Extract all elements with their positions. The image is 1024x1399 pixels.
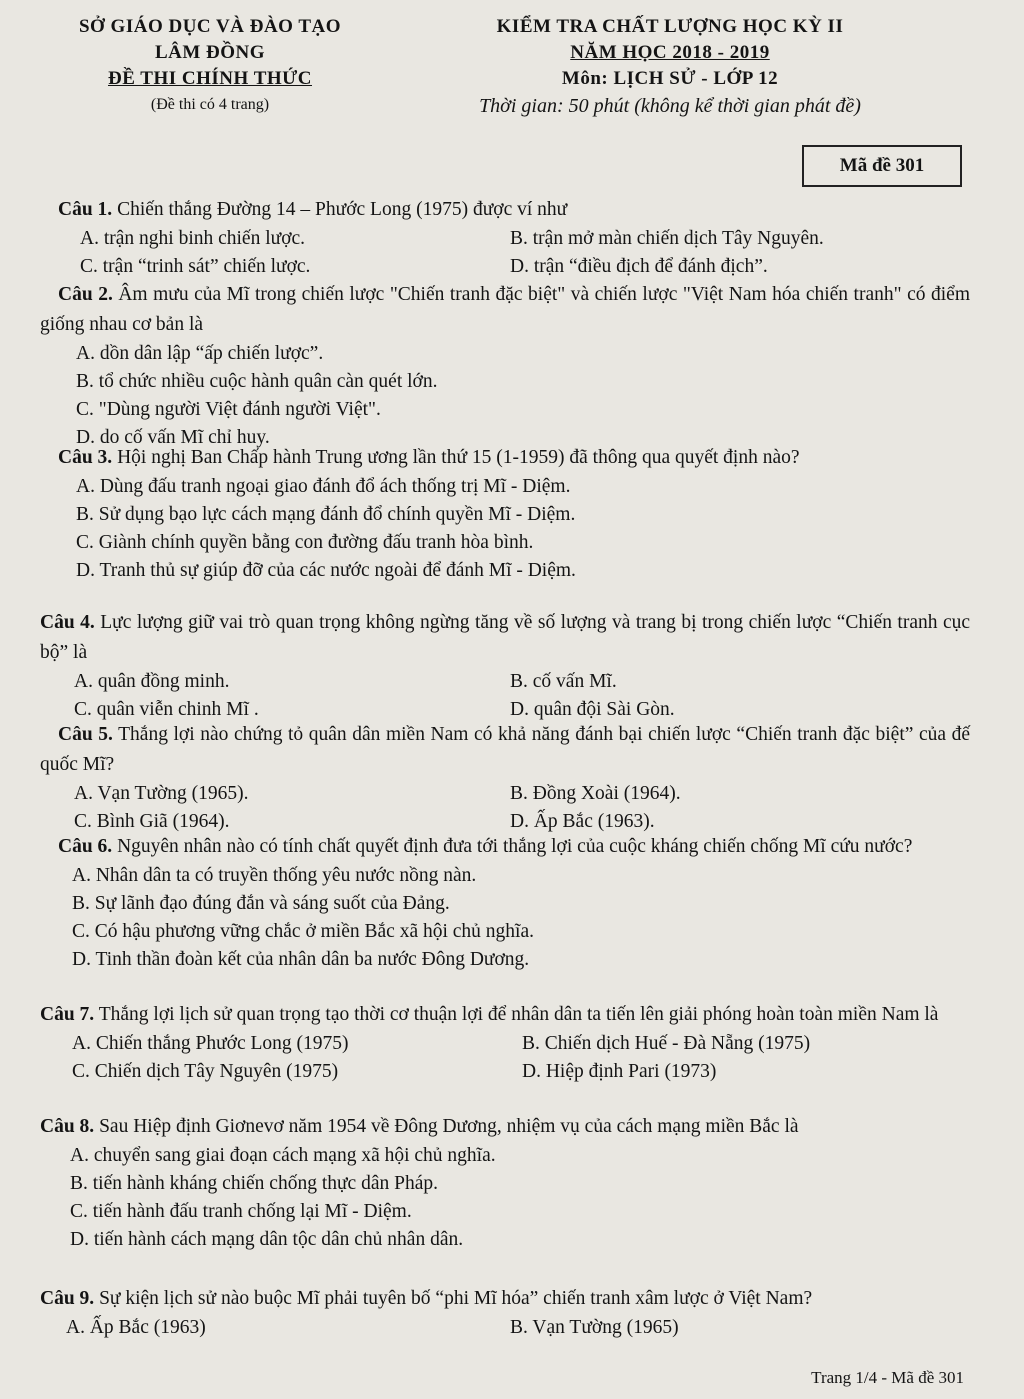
option-a[interactable]: A. chuyển sang giai đoạn cách mạng xã hội chủ nghĩa. — [70, 1145, 496, 1166]
question-2 — [40, 280, 970, 452]
question-stem: Hội nghị Ban Chấp hành Trung ương lần thứ 15 (1-1959) đã thông qua quyết định nào? — [117, 447, 800, 468]
question-number: Câu 7. — [40, 1004, 95, 1025]
page-footer: Trang 1/4 - Mã đề 301 — [811, 1368, 964, 1387]
question-stem: Âm mưu của Mĩ trong chiến lược "Chiến tranh đặc biệt" và chiến lược "Việt Nam hóa chiến tranh" có điểm giống nhau cơ bản là — [40, 284, 971, 335]
question-9 — [40, 1284, 970, 1342]
exam-code-box: Mã đề 301 — [802, 145, 962, 187]
option-d[interactable]: D. do cố vấn Mĩ chỉ huy. — [76, 427, 270, 448]
option-b[interactable]: B. tiến hành kháng chiến chống thực dân Pháp. — [70, 1173, 438, 1194]
option-b[interactable]: B. Sự lãnh đạo đúng đắn và sáng suốt của Đảng. — [72, 893, 450, 914]
option-b[interactable]: B. Sử dụng bạo lực cách mạng đánh đổ chính quyền Mĩ - Diệm. — [76, 504, 576, 525]
question-5 — [40, 720, 970, 836]
question-stem: Thắng lợi nào chứng tỏ quân dân miền Nam có khả năng đánh bại chiến lược “Chiến tranh đặc biệt” của đế quốc Mĩ? — [40, 724, 971, 775]
option-a[interactable]: A. Chiến thắng Phước Long (1975) — [72, 1033, 349, 1054]
option-c[interactable]: C. "Dùng người Việt đánh người Việt". — [76, 399, 381, 420]
question-stem: Thắng lợi lịch sử quan trọng tạo thời cơ thuận lợi để nhân dân ta tiến lên giải phóng hoàn toàn miền Nam là — [98, 1004, 939, 1025]
option-a[interactable]: A. Dùng đấu tranh ngoại giao đánh đổ ách thống trị Mĩ - Diệm. — [76, 476, 571, 497]
option-c[interactable]: C. Chiến dịch Tây Nguyên (1975) — [72, 1061, 339, 1082]
question-stem: Sau Hiệp định Giơnevơ năm 1954 về Đông Dương, nhiệm vụ của cách mạng miền Bắc là — [99, 1116, 799, 1137]
option-a[interactable]: A. quân đồng minh. — [74, 671, 230, 692]
option-a[interactable]: A. Ấp Bắc (1963) — [66, 1317, 206, 1338]
question-6 — [40, 832, 970, 974]
question-stem: Lực lượng giữ vai trò quan trọng không ngừng tăng về số lượng và trang bị trong chiến lược “Chiến tranh cục bộ” là — [40, 612, 971, 663]
header-right — [420, 14, 920, 120]
option-d[interactable]: D. Tranh thủ sự giúp đỡ của các nước ngoài để đánh Mĩ - Diệm. — [76, 560, 576, 581]
question-number: Câu 3. — [58, 447, 113, 468]
option-a[interactable]: A. dồn dân lập “ấp chiến lược”. — [76, 343, 324, 364]
question-1 — [40, 195, 970, 281]
exam-title: KIỂM TRA CHẤT LƯỢNG HỌC KỲ II — [496, 16, 844, 37]
question-stem: Nguyên nhân nào có tính chất quyết định đưa tới thắng lợi của cuộc kháng chiến chống Mĩ cứu nước? — [117, 836, 913, 857]
header-left — [40, 14, 380, 118]
province-name: LÂM ĐỒNG — [154, 42, 266, 63]
question-number: Câu 8. — [40, 1116, 95, 1137]
question-number: Câu 1. — [58, 199, 113, 220]
option-d[interactable]: D. Tinh thần đoàn kết của nhân dân ba nước Đông Dương. — [72, 949, 530, 970]
subject: Môn: LỊCH SỬ - LỚP 12 — [561, 68, 779, 89]
question-number: Câu 4. — [40, 612, 95, 633]
option-b[interactable]: B. Chiến dịch Huế - Đà Nẵng (1975) — [522, 1033, 811, 1054]
option-b[interactable]: B. Đồng Xoài (1964). — [510, 783, 681, 804]
option-c[interactable]: C. trận “trinh sát” chiến lược. — [80, 256, 311, 277]
option-b[interactable]: B. Vạn Tường (1965) — [510, 1317, 679, 1338]
time-limit: Thời gian: 50 phút (không kể thời gian phát đề) — [479, 95, 861, 117]
question-4 — [40, 608, 970, 724]
option-d[interactable]: D. Ấp Bắc (1963). — [510, 811, 655, 832]
option-b[interactable]: B. cố vấn Mĩ. — [510, 671, 617, 692]
question-number: Câu 6. — [58, 836, 113, 857]
option-a[interactable]: A. trận nghi binh chiến lược. — [80, 228, 306, 249]
option-d[interactable]: D. quân đội Sài Gòn. — [510, 699, 675, 720]
option-c[interactable]: C. Có hậu phương vững chắc ở miền Bắc xã hội chủ nghĩa. — [72, 921, 535, 942]
option-c[interactable]: C. tiến hành đấu tranh chống lại Mĩ - Diệm. — [70, 1201, 412, 1222]
option-d[interactable]: D. trận “điều địch để đánh địch”. — [510, 256, 768, 277]
question-stem: Sự kiện lịch sử nào buộc Mĩ phải tuyên bố “phi Mĩ hóa” chiến tranh xâm lược ở Việt Nam? — [99, 1288, 813, 1309]
question-stem: Chiến thắng Đường 14 – Phước Long (1975) được ví như — [117, 199, 568, 220]
department-name: SỞ GIÁO DỤC VÀ ĐÀO TẠO — [78, 16, 342, 37]
official-exam-label: ĐỀ THI CHÍNH THỨC — [108, 68, 312, 89]
option-b[interactable]: B. trận mở màn chiến dịch Tây Nguyên. — [510, 228, 824, 249]
question-3 — [40, 443, 970, 585]
question-number: Câu 9. — [40, 1288, 95, 1309]
option-d[interactable]: D. tiến hành cách mạng dân tộc dân chủ nhân dân. — [70, 1229, 464, 1250]
school-year: NĂM HỌC 2018 - 2019 — [570, 42, 770, 63]
question-number: Câu 5. — [58, 724, 113, 745]
page-count-note: (Đề thi có 4 trang) — [150, 96, 270, 113]
option-a[interactable]: A. Nhân dân ta có truyền thống yêu nước nồng nàn. — [72, 865, 477, 886]
option-c[interactable]: C. quân viễn chinh Mĩ . — [74, 699, 259, 720]
option-a[interactable]: A. Vạn Tường (1965). — [74, 783, 249, 804]
option-c[interactable]: C. Giành chính quyền bằng con đường đấu tranh hòa bình. — [76, 532, 534, 553]
option-d[interactable]: D. Hiệp định Pari (1973) — [522, 1061, 717, 1082]
question-8 — [40, 1112, 970, 1254]
question-7 — [40, 1000, 970, 1086]
option-c[interactable]: C. Bình Giã (1964). — [74, 811, 230, 832]
question-number: Câu 2. — [58, 284, 113, 305]
option-b[interactable]: B. tổ chức nhiều cuộc hành quân càn quét lớn. — [76, 371, 438, 392]
